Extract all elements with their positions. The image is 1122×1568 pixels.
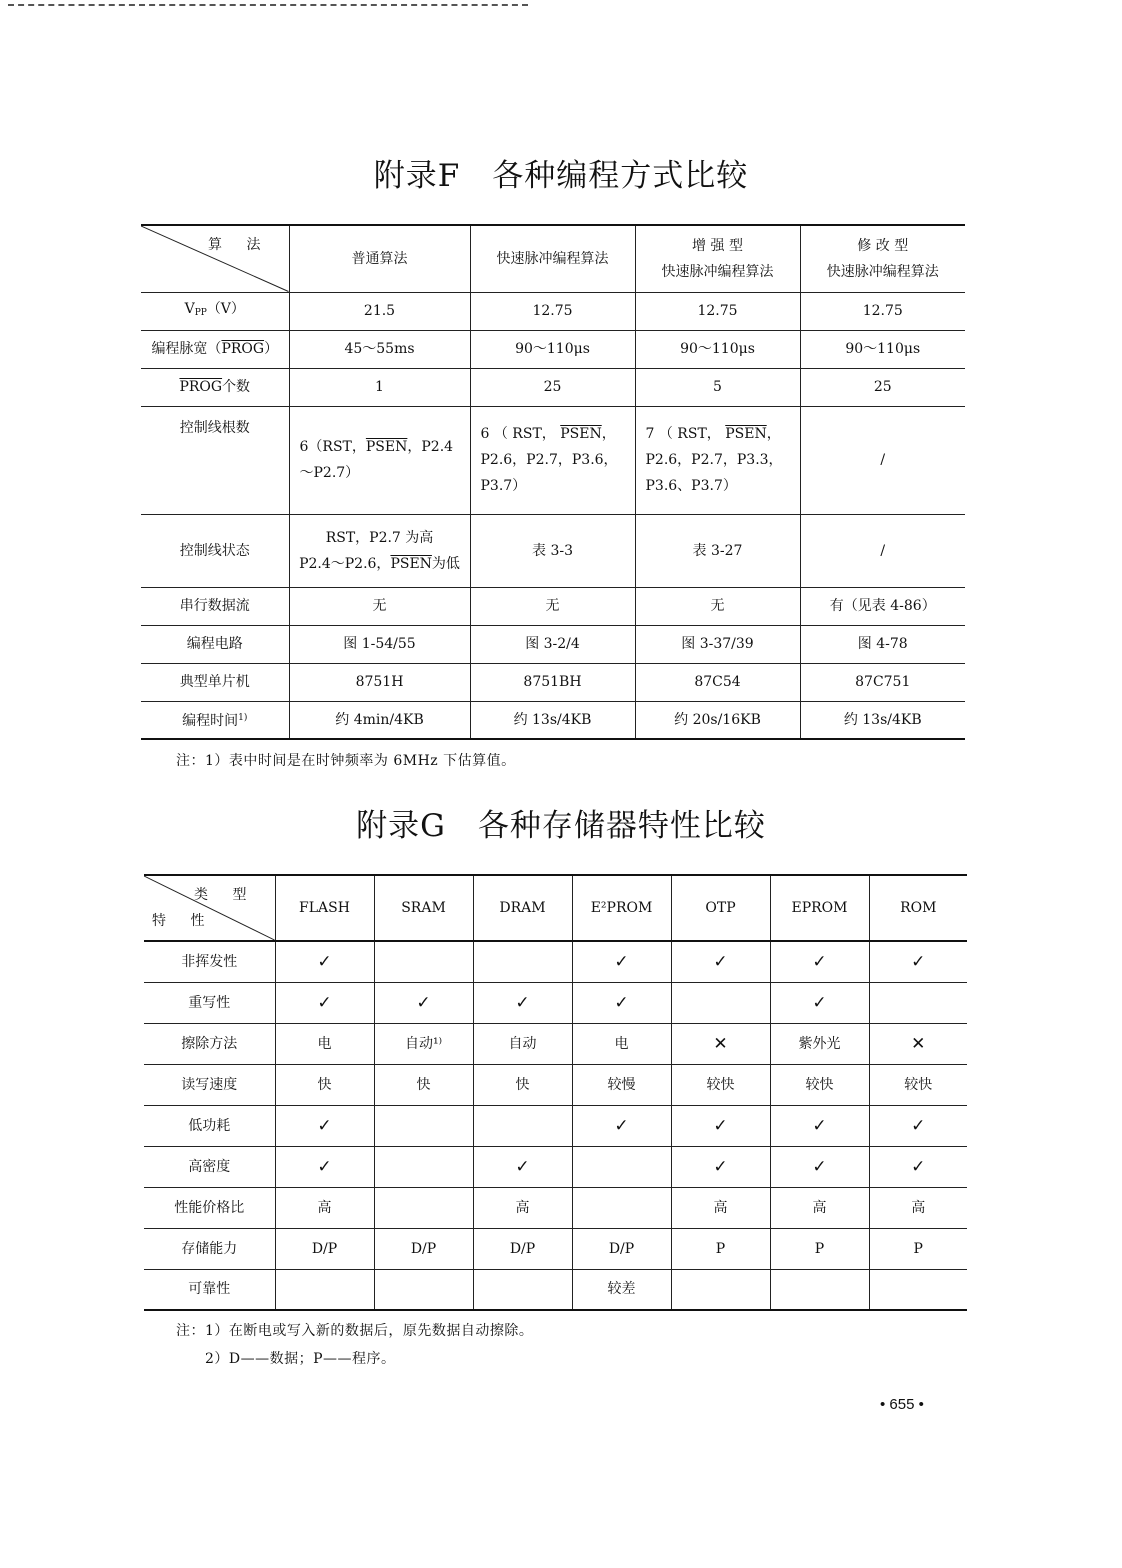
table-cell: 较慢 — [572, 1064, 671, 1105]
column-header: E²PROM — [572, 875, 671, 941]
check-mark: ✓ — [671, 1105, 770, 1146]
table-cell — [473, 941, 572, 982]
table-cell: 25 — [470, 368, 635, 406]
column-header: OTP — [671, 875, 770, 941]
table-cell — [374, 1146, 473, 1187]
row-label: 低功耗 — [144, 1105, 275, 1146]
check-mark: ✓ — [770, 982, 869, 1023]
check-mark: ✓ — [572, 1105, 671, 1146]
row-label: 擦除方法 — [144, 1023, 275, 1064]
column-header: ROM — [869, 875, 967, 941]
table-cell — [473, 1105, 572, 1146]
appendix-g-title: 附录G 各种存储器特性比较 — [356, 808, 766, 844]
check-mark: ✓ — [473, 1146, 572, 1187]
table-cell: 高 — [275, 1187, 374, 1228]
table-cell — [572, 1146, 671, 1187]
top-border-dashes — [8, 4, 528, 6]
table-row — [144, 1023, 967, 1064]
column-header: EPROM — [770, 875, 869, 941]
column-header: DRAM — [473, 875, 572, 941]
table-cell: 90～110μs — [800, 330, 965, 368]
table-cell: 12.75 — [800, 292, 965, 330]
table-cell: 自动 — [473, 1023, 572, 1064]
table-cell: 表 3-3 — [470, 514, 635, 587]
corner-header-bottom: 特 性 — [152, 913, 215, 929]
table-cell: 电 — [572, 1023, 671, 1064]
table-row — [144, 1187, 967, 1228]
row-label-prog-time: 编程时间$^{1)}$ — [141, 701, 289, 739]
table-cell: 图 3-2/4 — [470, 625, 635, 663]
table-cell — [374, 941, 473, 982]
table-cell: 7 （ RST， PSEN， P2.6，P2.7，P3.3， P3.6、P3.7） — [635, 406, 800, 514]
table-cell: / — [800, 406, 965, 514]
row-label-control-state: 控制线状态 — [141, 514, 289, 587]
check-mark: ✓ — [869, 1146, 967, 1187]
check-mark: ✓ — [275, 982, 374, 1023]
table-cell: D/P — [275, 1228, 374, 1269]
check-mark: ✓ — [869, 941, 967, 982]
table-cell — [374, 1105, 473, 1146]
column-header: SRAM — [374, 875, 473, 941]
table-row — [141, 406, 965, 514]
check-mark: ✓ — [275, 941, 374, 982]
row-label: 高密度 — [144, 1146, 275, 1187]
check-mark: ✓ — [572, 941, 671, 982]
table-cell: 约 20s/16KB — [635, 701, 800, 739]
table-row — [144, 1228, 967, 1269]
table-cell: 12.75 — [470, 292, 635, 330]
table-row — [144, 1064, 967, 1105]
table-cell: 90～110μs — [470, 330, 635, 368]
check-mark: ✓ — [770, 941, 869, 982]
table-cell — [671, 982, 770, 1023]
table-cell: 图 4-78 — [800, 625, 965, 663]
check-mark: ✓ — [374, 982, 473, 1023]
table-row — [141, 587, 965, 625]
table-cell: 紫外光 — [770, 1023, 869, 1064]
table-cell: 无 — [635, 587, 800, 625]
row-label-pulse-width: 编程脉宽（PROG） — [141, 330, 289, 368]
table-row — [141, 292, 965, 330]
table-row — [144, 941, 967, 982]
table-row — [144, 1146, 967, 1187]
row-label-vpp: $V_{PP}(V)$ — [141, 292, 289, 330]
check-mark: ✓ — [572, 982, 671, 1023]
table-cell — [374, 1187, 473, 1228]
table-cell: 无 — [289, 587, 470, 625]
table-cell: P — [869, 1228, 967, 1269]
table-cell: 21.5 — [289, 292, 470, 330]
table-row — [141, 701, 965, 739]
row-label-circuit: 编程电路 — [141, 625, 289, 663]
table-cell — [869, 982, 967, 1023]
table-cell: P — [770, 1228, 869, 1269]
row-label-mcu: 典型单片机 — [141, 663, 289, 701]
table-row — [144, 1269, 967, 1310]
row-label: 重写性 — [144, 982, 275, 1023]
corner-header-cell — [141, 225, 289, 292]
column-header: FLASH — [275, 875, 374, 941]
table-cell: 图 1-54/55 — [289, 625, 470, 663]
table-cell — [275, 1269, 374, 1310]
table-cell: RST，P2.7 为高 P2.4～P2.6，PSEN为低 — [289, 514, 470, 587]
table-cell: D/P — [473, 1228, 572, 1269]
corner-header-cell — [144, 875, 275, 941]
table-cell — [869, 1269, 967, 1310]
column-header: 增 强 型 快速脉冲编程算法 — [635, 225, 800, 292]
row-label: 读写速度 — [144, 1064, 275, 1105]
table-cell: 45～55ms — [289, 330, 470, 368]
appendix-f-title: 附录F 各种编程方式比较 — [373, 158, 749, 194]
table-cell: 图 3-37/39 — [635, 625, 800, 663]
table-cell: 较快 — [770, 1064, 869, 1105]
table-cell — [374, 1269, 473, 1310]
table-cell: 约 13s/4KB — [800, 701, 965, 739]
check-mark: ✓ — [671, 1146, 770, 1187]
corner-header-top: 算 法 — [208, 237, 271, 253]
table-cell: 有（见表 4-86） — [800, 587, 965, 625]
check-mark: ✓ — [770, 1146, 869, 1187]
table-cell: 87C751 — [800, 663, 965, 701]
page-number: • 655 • — [880, 1396, 924, 1413]
table-cell: 电 — [275, 1023, 374, 1064]
table-cell: P — [671, 1228, 770, 1269]
check-mark: ✓ — [473, 982, 572, 1023]
table-cell: 无 — [470, 587, 635, 625]
column-header: 快速脉冲编程算法 — [470, 225, 635, 292]
cross-mark: ✕ — [671, 1023, 770, 1064]
check-mark: ✓ — [275, 1105, 374, 1146]
row-label-prog-count: PROG个数 — [141, 368, 289, 406]
table-cell: 8751BH — [470, 663, 635, 701]
row-label-serial-data: 串行数据流 — [141, 587, 289, 625]
table-cell: 25 — [800, 368, 965, 406]
table-cell: D/P — [572, 1228, 671, 1269]
table-cell: 约 4min/4KB — [289, 701, 470, 739]
appendix-g-note-2: 2）D——数据；P——程序。 — [205, 1351, 396, 1367]
table-cell: 较差 — [572, 1269, 671, 1310]
table-cell: 高 — [473, 1187, 572, 1228]
table-cell: 高 — [869, 1187, 967, 1228]
table-cell: 约 13s/4KB — [470, 701, 635, 739]
table-row — [141, 514, 965, 587]
check-mark: ✓ — [770, 1105, 869, 1146]
table-cell: 8751H — [289, 663, 470, 701]
appendix-f-note: 注：1）表中时间是在时钟频率为 6MHz 下估算值。 — [176, 753, 516, 769]
table-cell: 1 — [289, 368, 470, 406]
row-label: 非挥发性 — [144, 941, 275, 982]
appendix-g-note-1: 注：1）在断电或写入新的数据后，原先数据自动擦除。 — [176, 1323, 534, 1339]
column-header: 普通算法 — [289, 225, 470, 292]
table-cell: 90～110μs — [635, 330, 800, 368]
table-row — [141, 368, 965, 406]
table-row — [141, 330, 965, 368]
table-cell: 高 — [671, 1187, 770, 1228]
programming-methods-table — [141, 224, 965, 740]
check-mark: ✓ — [869, 1105, 967, 1146]
table-header-row — [144, 875, 967, 941]
row-label: 存储能力 — [144, 1228, 275, 1269]
table-cell: 5 — [635, 368, 800, 406]
table-cell: 6 （ RST， PSEN， P2.6，P2.7，P3.6， P3.7） — [470, 406, 635, 514]
corner-header-top: 类 型 — [194, 887, 257, 903]
check-mark: ✓ — [275, 1146, 374, 1187]
memory-characteristics-table — [144, 874, 967, 1311]
table-cell: 高 — [770, 1187, 869, 1228]
table-row — [141, 625, 965, 663]
table-cell: D/P — [374, 1228, 473, 1269]
table-cell: 6（RST，PSEN，P2.4 ～P2.7） — [289, 406, 470, 514]
table-row — [141, 663, 965, 701]
table-header-row — [141, 225, 965, 292]
table-cell: 自动¹⁾ — [374, 1023, 473, 1064]
row-label: 可靠性 — [144, 1269, 275, 1310]
table-row — [144, 1105, 967, 1146]
table-cell — [671, 1269, 770, 1310]
cross-mark: ✕ — [869, 1023, 967, 1064]
table-cell — [473, 1269, 572, 1310]
row-label-control-lines: 控制线根数 — [141, 406, 289, 514]
table-cell: 较快 — [671, 1064, 770, 1105]
memory-table-body — [144, 941, 967, 1310]
table-cell: 快 — [473, 1064, 572, 1105]
table-cell: 表 3-27 — [635, 514, 800, 587]
row-label: 性能价格比 — [144, 1187, 275, 1228]
table-cell: 12.75 — [635, 292, 800, 330]
column-header: 修 改 型 快速脉冲编程算法 — [800, 225, 965, 292]
table-cell — [572, 1187, 671, 1228]
table-cell: 快 — [275, 1064, 374, 1105]
table-row — [144, 982, 967, 1023]
table-cell — [770, 1269, 869, 1310]
check-mark: ✓ — [671, 941, 770, 982]
table-cell: / — [800, 514, 965, 587]
table-cell: 快 — [374, 1064, 473, 1105]
table-cell: 较快 — [869, 1064, 967, 1105]
table-cell: 87C54 — [635, 663, 800, 701]
